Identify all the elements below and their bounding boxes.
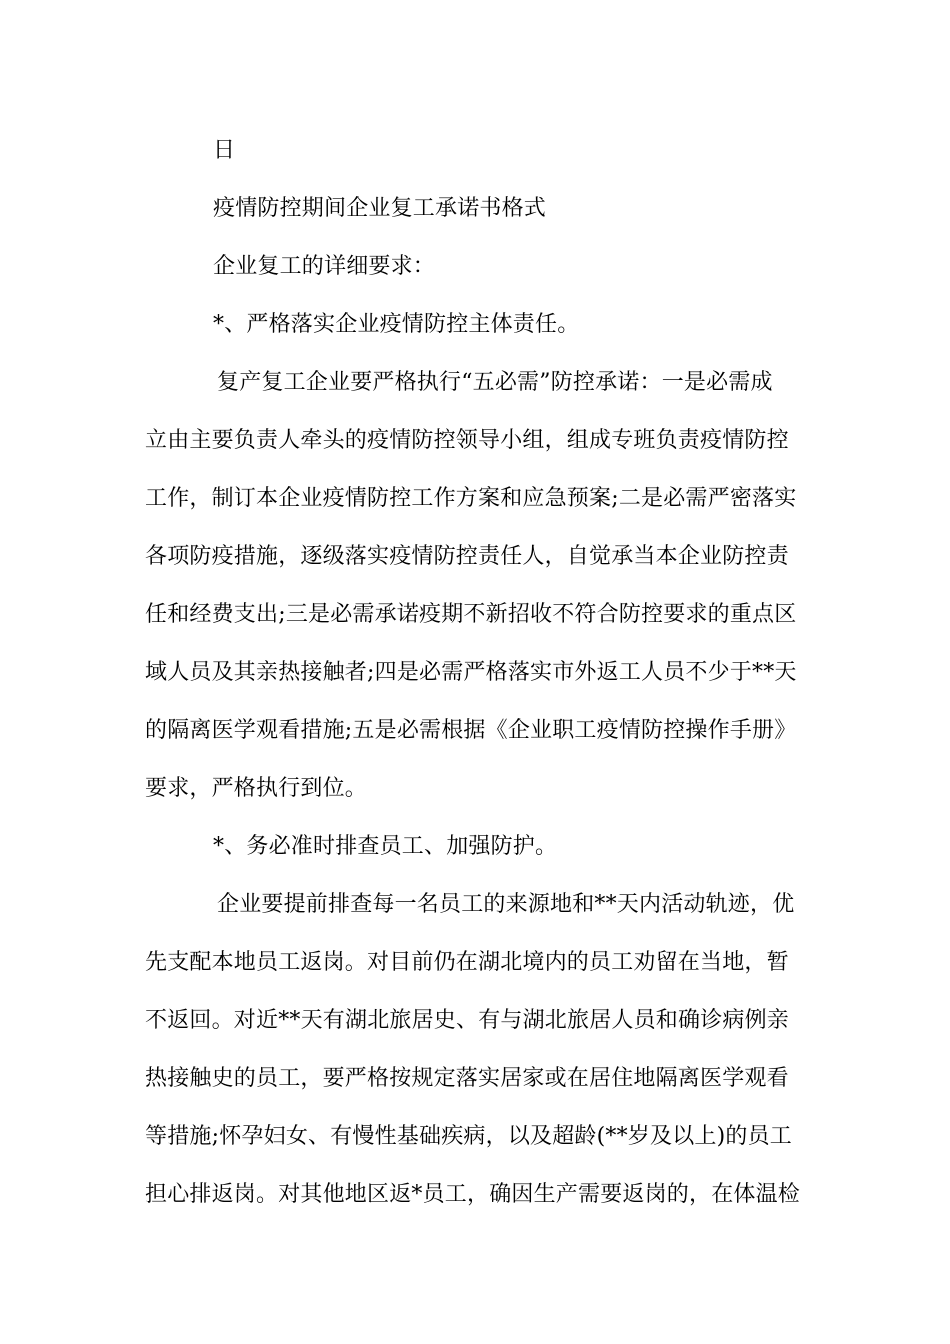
paragraph-1-line-1: 复产复工企业要严格执行“五必需”防控承诺：一是必需成: [217, 370, 773, 395]
paragraph-2-line-3: 不返回。对近**天有湖北旅居史、有与湖北旅居人员和确诊病例亲: [145, 1008, 790, 1033]
heading-2: *、务必准时排查员工、加强防护。: [213, 834, 558, 859]
paragraph-1-line-6: 域人员及其亲热接触者;四是必需严格落实市外返工人员不少于**天: [145, 660, 797, 685]
paragraph-2-line-6: 担心排返岗。对其他地区返*员工，确因生产需要返岗的，在体温检: [145, 1182, 801, 1207]
paragraph-2-line-5: 等措施;怀孕妇女、有慢性基础疾病，以及超龄(**岁及以上)的员工: [145, 1124, 792, 1149]
paragraph-2-line-1: 企业要提前排查每一名员工的来源地和**天内活动轨迹，优: [217, 892, 795, 917]
paragraph-1-line-8: 要求，严格执行到位。: [145, 776, 368, 801]
paragraph-1-line-7: 的隔离医学观看措施;五是必需根据《企业职工疫情防控操作手册》: [145, 718, 797, 743]
paragraph-1-line-2: 立由主要负责人牵头的疫情防控领导小组，组成专班负责疫情防控: [145, 428, 789, 453]
document-title: 疫情防控期间企业复工承诺书格式: [213, 196, 547, 221]
paragraph-1-line-4: 各项防疫措施，逐级落实疫情防控责任人，自觉承当本企业防控责: [145, 544, 789, 569]
section-intro: 企业复工的详细要求：: [213, 254, 436, 279]
paragraph-1-line-5: 任和经费支出;三是必需承诺疫期不新招收不符合防控要求的重点区: [145, 602, 797, 627]
heading-1: *、严格落实企业疫情防控主体责任。: [213, 312, 580, 337]
paragraph-2-line-2: 先支配本地员工返岗。对目前仍在湖北境内的员工劝留在当地，暂: [145, 950, 789, 975]
paragraph-1-line-3: 工作，制订本企业疫情防控工作方案和应急预案;二是必需严密落实: [145, 486, 797, 511]
date-fragment: 日: [213, 138, 236, 163]
paragraph-2-line-4: 热接触史的员工，要严格按规定落实居家或在居住地隔离医学观看: [145, 1066, 789, 1091]
